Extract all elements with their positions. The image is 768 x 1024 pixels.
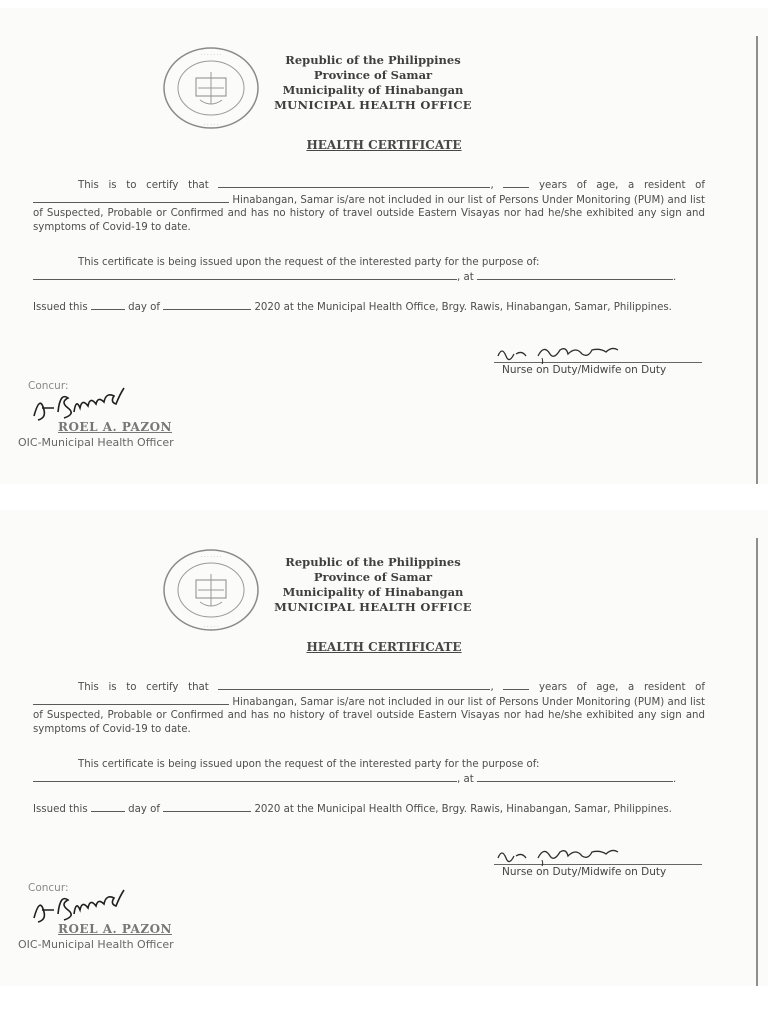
mho-name: ROEL A. PAZON <box>58 922 172 936</box>
concur-label: Concur: <box>28 380 69 392</box>
residence-blank[interactable] <box>33 695 229 705</box>
office-header <box>268 555 478 615</box>
nurse-on-duty-label: Nurse on Duty/Midwife on Duty <box>502 364 667 376</box>
health-certificate <box>0 8 768 484</box>
issuance-paragraph: Issued this day of 2020 at the Municipal Health Office, Brgy. Rawis, Hinabangan, Samar, Philippines. <box>33 804 672 815</box>
month-blank[interactable] <box>163 300 251 310</box>
header-province: Province of Samar <box>313 570 433 584</box>
nurse-signature-block <box>494 844 714 878</box>
svg-text:· · · · ·: · · · · · <box>203 624 219 630</box>
mho-signature-icon <box>28 382 148 424</box>
name-blank[interactable] <box>218 178 490 188</box>
month-blank[interactable] <box>163 802 251 812</box>
concur-label: Concur: <box>28 882 69 894</box>
certification-paragraph: This is to certify that , years of age, a resident of Hinabangan, Samar is/are not included in our list of Persons Under Monitoring (PUM) and list of Suspected, Probable or Confirmed and has no history of travel outside Eastern Visayas nor had he/she exhibited any sign and symptoms of Covid-19 to date. <box>33 180 705 233</box>
nurse-signature-icon <box>494 844 634 866</box>
mho-title: OIC-Municipal Health Officer <box>18 436 174 449</box>
age-blank[interactable] <box>503 680 529 690</box>
nurse-signature-icon <box>494 342 634 364</box>
mho-signature-icon <box>28 884 148 926</box>
header-province: Province of Samar <box>313 68 433 82</box>
svg-text:· · · · ·: · · · · · <box>203 122 219 128</box>
municipal-seal-icon <box>160 44 262 132</box>
page-edge <box>756 36 758 484</box>
purpose-blank[interactable] <box>33 772 457 782</box>
header-republic: Republic of the Philippines <box>285 53 461 67</box>
day-blank[interactable] <box>91 802 125 812</box>
age-blank[interactable] <box>503 178 529 188</box>
office-header <box>268 53 478 113</box>
certification-paragraph: This is to certify that , years of age, a resident of Hinabangan, Samar is/are not included in our list of Persons Under Monitoring (PUM) and list of Suspected, Probable or Confirmed and has no history of travel outside Eastern Visayas nor had he/she exhibited any sign and symptoms of Covid-19 to date. <box>33 682 705 735</box>
place-blank[interactable] <box>477 270 673 280</box>
purpose-blank[interactable] <box>33 270 457 280</box>
place-blank[interactable] <box>477 772 673 782</box>
health-certificate <box>0 510 768 986</box>
day-blank[interactable] <box>91 300 125 310</box>
issuance-paragraph: Issued this day of 2020 at the Municipal Health Office, Brgy. Rawis, Hinabangan, Samar, Philippines. <box>33 302 672 313</box>
nurse-signature-block <box>494 342 714 376</box>
residence-blank[interactable] <box>33 193 229 203</box>
purpose-paragraph: This certificate is being issued upon the request of the interested party for the purpose of: , at . <box>33 256 705 284</box>
header-republic: Republic of the Philippines <box>285 555 461 569</box>
name-blank[interactable] <box>218 680 490 690</box>
mho-name: ROEL A. PAZON <box>58 420 172 434</box>
header-municipality: Municipality of Hinabangan <box>282 585 464 599</box>
svg-text:· · · · · · ·: · · · · · · · <box>200 52 222 58</box>
header-office: MUNICIPAL HEALTH OFFICE <box>274 600 472 614</box>
certificate-title: HEALTH CERTIFICATE <box>306 640 462 654</box>
municipal-seal-icon <box>160 546 262 634</box>
svg-text:· · · · · · ·: · · · · · · · <box>200 554 222 560</box>
header-municipality: Municipality of Hinabangan <box>282 83 464 97</box>
mho-title: OIC-Municipal Health Officer <box>18 938 174 951</box>
header-office: MUNICIPAL HEALTH OFFICE <box>274 98 472 112</box>
certificate-title: HEALTH CERTIFICATE <box>306 138 462 152</box>
purpose-paragraph: This certificate is being issued upon the request of the interested party for the purpose of: , at . <box>33 758 705 786</box>
nurse-on-duty-label: Nurse on Duty/Midwife on Duty <box>502 866 667 878</box>
page-edge <box>756 538 758 986</box>
